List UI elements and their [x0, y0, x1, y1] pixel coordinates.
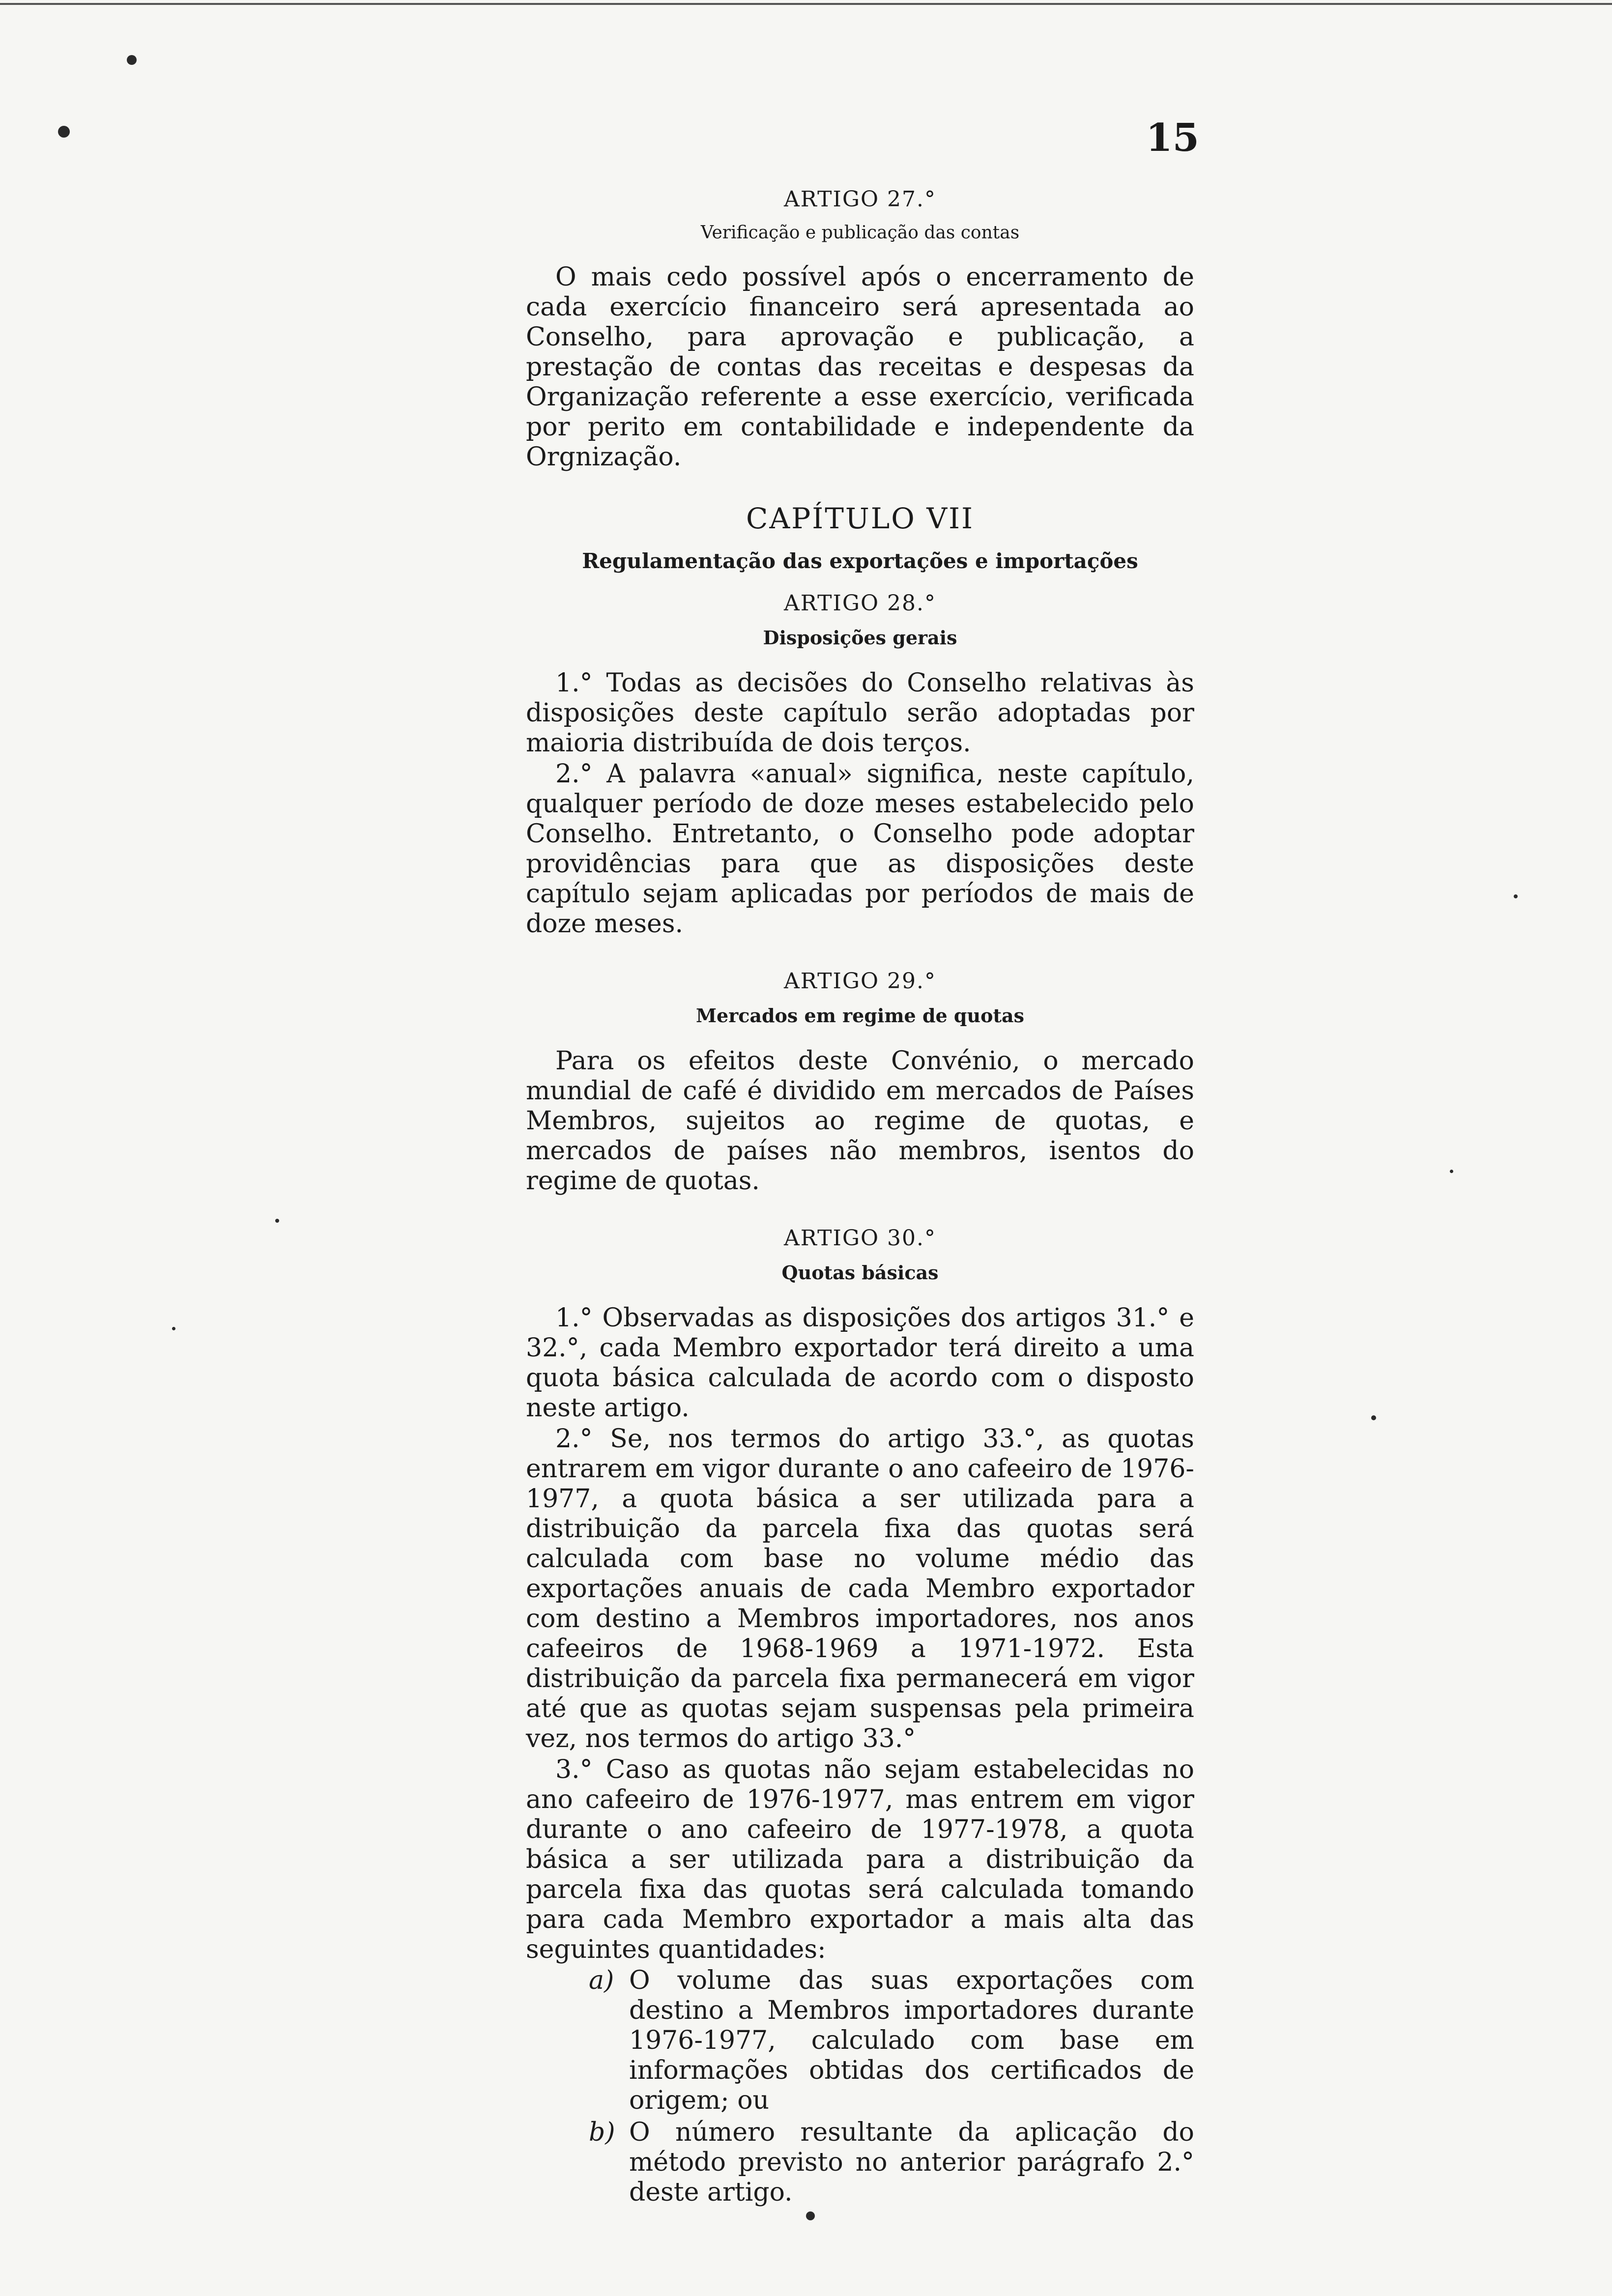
- article-28-paragraph-2: 2.° A palavra «anual» significa, neste capítulo, qualquer período de doze meses estabelecido pelo Conselho. Entretanto, o Conselho pode adoptar providências para que as disposições deste capítulo sejam aplicadas por períodos de mais de doze meses.: [526, 759, 1194, 939]
- page-number: 15: [1146, 115, 1199, 160]
- scan-speck: [127, 55, 137, 65]
- chapter-title: CAPÍTULO VII: [746, 502, 974, 535]
- chapter-subtitle: Regulamentação das exportações e importações: [582, 549, 1138, 573]
- list-item-a: [526, 1966, 1194, 2116]
- article-27-heading: ARTIGO 27.°: [783, 187, 937, 212]
- list-text-b: O número resultante da aplicação do método previsto no anterior parágrafo 2.° deste artigo.: [629, 2118, 1194, 2207]
- scan-speck: [58, 126, 70, 138]
- article-30-paragraph-1: 1.° Observadas as disposições dos artigos 31.° e 32.°, cada Membro exportador terá direito a uma quota básica calculada de acordo com o disposto neste artigo.: [526, 1303, 1194, 1423]
- scan-speck: [1450, 1170, 1453, 1173]
- article-29-heading: ARTIGO 29.°: [783, 969, 937, 994]
- article-28-heading: ARTIGO 28.°: [783, 591, 937, 616]
- list-text-a: O volume das suas exportações com destino a Membros importadores durante 1976-1977, calculado com base em informações obtidas dos certificados de origem; ou: [629, 1966, 1194, 2115]
- top-border-line: [0, 3, 1612, 5]
- scan-speck: [1514, 894, 1518, 898]
- article-29-paragraph: Para os efeitos deste Convénio, o mercado mundial de café é dividido em mercados de Países Membros, sujeitos ao regime de quotas, e mercados de países não membros, isentos do regime de quotas.: [526, 1046, 1194, 1196]
- article-27-subtitle: Verificação e publicação das contas: [700, 223, 1020, 243]
- article-30-heading: ARTIGO 30.°: [783, 1226, 937, 1251]
- document-column: [526, 187, 1194, 2210]
- scan-speck: [1371, 1415, 1376, 1420]
- article-27-paragraph: O mais cedo possível após o encerramento de cada exercício financeiro será apresentada ao Conselho, para aprovação e publicação, a prestação de contas das receitas e despesas da Organização referente a esse exercício, verificada por perito em contabilidade e independente da Orgnização.: [526, 262, 1194, 472]
- article-28-paragraph-1: 1.° Todas as decisões do Conselho relativas às disposições deste capítulo serão adoptadas por maioria distribuída de dois terços.: [526, 668, 1194, 758]
- article-30-subtitle: Quotas básicas: [781, 1262, 939, 1284]
- scan-speck: [275, 1219, 279, 1223]
- article-30-paragraph-3: 3.° Caso as quotas não sejam estabelecidas no ano cafeeiro de 1976-1977, mas entrem em vigor durante o ano cafeeiro de 1977-1978, a quota básica a ser utilizada para a distribuição da parcela fixa das quotas será calculada tomando para cada Membro exportador a mais alta das seguintes quantidades:: [526, 1755, 1194, 1964]
- article-30-paragraph-2: 2.° Se, nos termos do artigo 33.°, as quotas entrarem em vigor durante o ano cafeeiro de 1976-1977, a quota básica a ser utilizada para a distribuição da parcela fixa das quotas será calculada com base no volume médio das exportações anuais de cada Membro exportador com destino a Membros importadores, nos anos cafeeiros de 1968-1969 a 1971-1972. Esta distribuição da parcela fixa permanecerá em vigor até que as quotas sejam suspensas pela primeira vez, nos termos do artigo 33.°: [526, 1424, 1194, 1753]
- article-29-subtitle: Mercados em regime de quotas: [695, 1004, 1025, 1027]
- list-item-b: [526, 2118, 1194, 2208]
- scan-speck: [172, 1327, 175, 1330]
- article-28-subtitle: Disposições gerais: [763, 627, 957, 649]
- list-marker-b: b): [589, 2118, 615, 2147]
- list-marker-a: a): [589, 1966, 614, 1995]
- scan-speck: [806, 2211, 815, 2220]
